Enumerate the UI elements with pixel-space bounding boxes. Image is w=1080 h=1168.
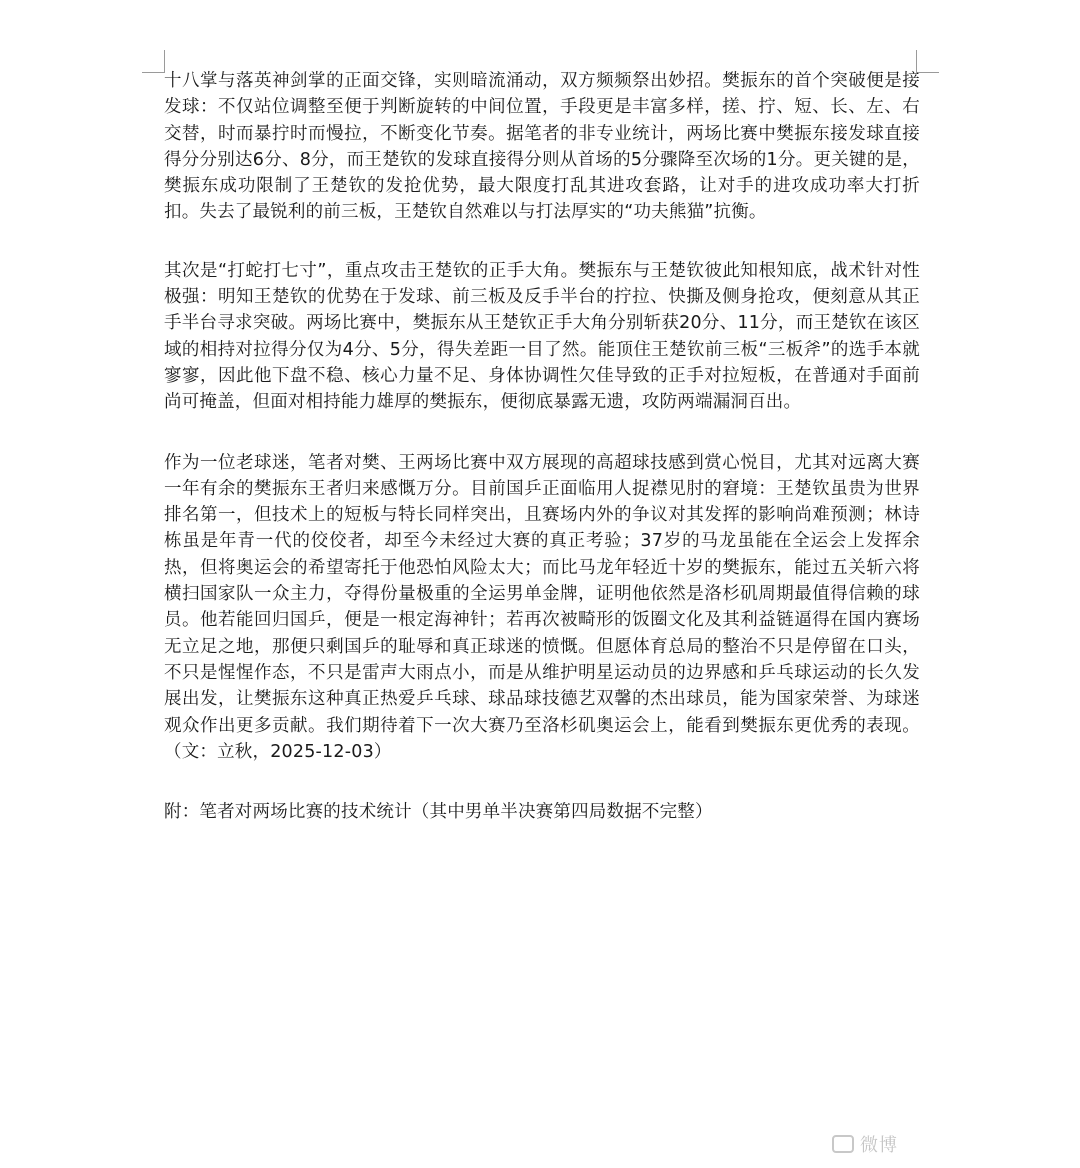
top-left-margin-mark xyxy=(142,50,165,73)
watermark-logo-icon xyxy=(832,1135,854,1153)
document-body xyxy=(164,68,920,825)
paragraph-1: 十八掌与落英神剑掌的正面交锋，实则暗流涌动，双方频频祭出妙招。樊振东的首个突破便是接发球：不仅站位调整至便于判断旋转的中间位置，手段更是丰富多样，搓、拧、短、长、左、右交替，时而暴拧时而慢拉，不断变化节奏。据笔者的非专业统计，两场比赛中樊振东接发球直接得分分别达6分、8分，而王楚钦的发球直接得分则从首场的5分骤降至次场的1分。更关键的是，樊振东成功限制了王楚钦的发抢优势，最大限度打乱其进攻套路，让对手的进攻成功率大打折扣。失去了最锐利的前三板，王楚钦自然难以与打法厚实的“功夫熊猫”抗衡。 xyxy=(164,71,920,223)
watermark-text: 微博 xyxy=(860,1135,898,1156)
watermark xyxy=(832,1132,898,1156)
paragraph-3: 作为一位老球迷，笔者对樊、王两场比赛中双方展现的高超球技感到赏心悦目，尤其对远离大赛一年有余的樊振东王者归来感慨万分。目前国乒正面临用人捉襟见肘的窘境：王楚钦虽贵为世界排名第一，但技术上的短板与特长同样突出，且赛场内外的争议对其发挥的影响尚难预测；林诗栋虽是年青一代的佼佼者，却至今未经过大赛的真正考验；37岁的马龙虽能在全运会上发挥余热，但将奥运会的希望寄托于他恐怕风险太大；而比马龙年轻近十岁的樊振东，能过五关斩六将横扫国家队一众主力，夺得份量极重的全运男单金牌，证明他依然是洛杉矶周期最值得信赖的球员。他若能回归国乒，便是一根定海神针；若再次被畸形的饭圈文化及其利益链逼得在国内赛场无立足之地，那便只剩国乒的耻辱和真正球迷的愤慨。但愿体育总局的整治不只是停留在口头，不只是惺惺作态，不只是雷声大雨点小，而是从维护明星运动员的边界感和乒乓球运动的长久发展出发，让樊振东这种真正热爱乒乓球、球品球技德艺双馨的杰出球员，能为国家荣誉、为球迷观众作出更多贡献。我们期待着下一次大赛乃至洛杉矶奥运会上，能看到樊振东更优秀的表现。（文：立秋，2025-12-03） xyxy=(164,452,920,762)
paragraph-appendix-note: 附：笔者对两场比赛的技术统计（其中男单半决赛第四局数据不完整） xyxy=(164,802,713,823)
paragraph-2: 其次是“打蛇打七寸”，重点攻击王楚钦的正手大角。樊振东与王楚钦彼此知根知底，战术针对性极强：明知王楚钦的优势在于发球、前三板及反手半台的拧拉、快撕及侧身抢攻，便刻意从其正手半台寻求突破。两场比赛中，樊振东从王楚钦正手大角分别斩获20分、11分，而王楚钦在该区域的相持对拉得分仅为4分、5分，得失差距一目了然。能顶住王楚钦前三板“三板斧”的选手本就寥寥，因此他下盘不稳、核心力量不足、身体协调性欠佳导致的正手对拉短板，在普通对手面前尚可掩盖，但面对相持能力雄厚的樊振东，便彻底暴露无遗，攻防两端漏洞百出。 xyxy=(164,260,920,413)
